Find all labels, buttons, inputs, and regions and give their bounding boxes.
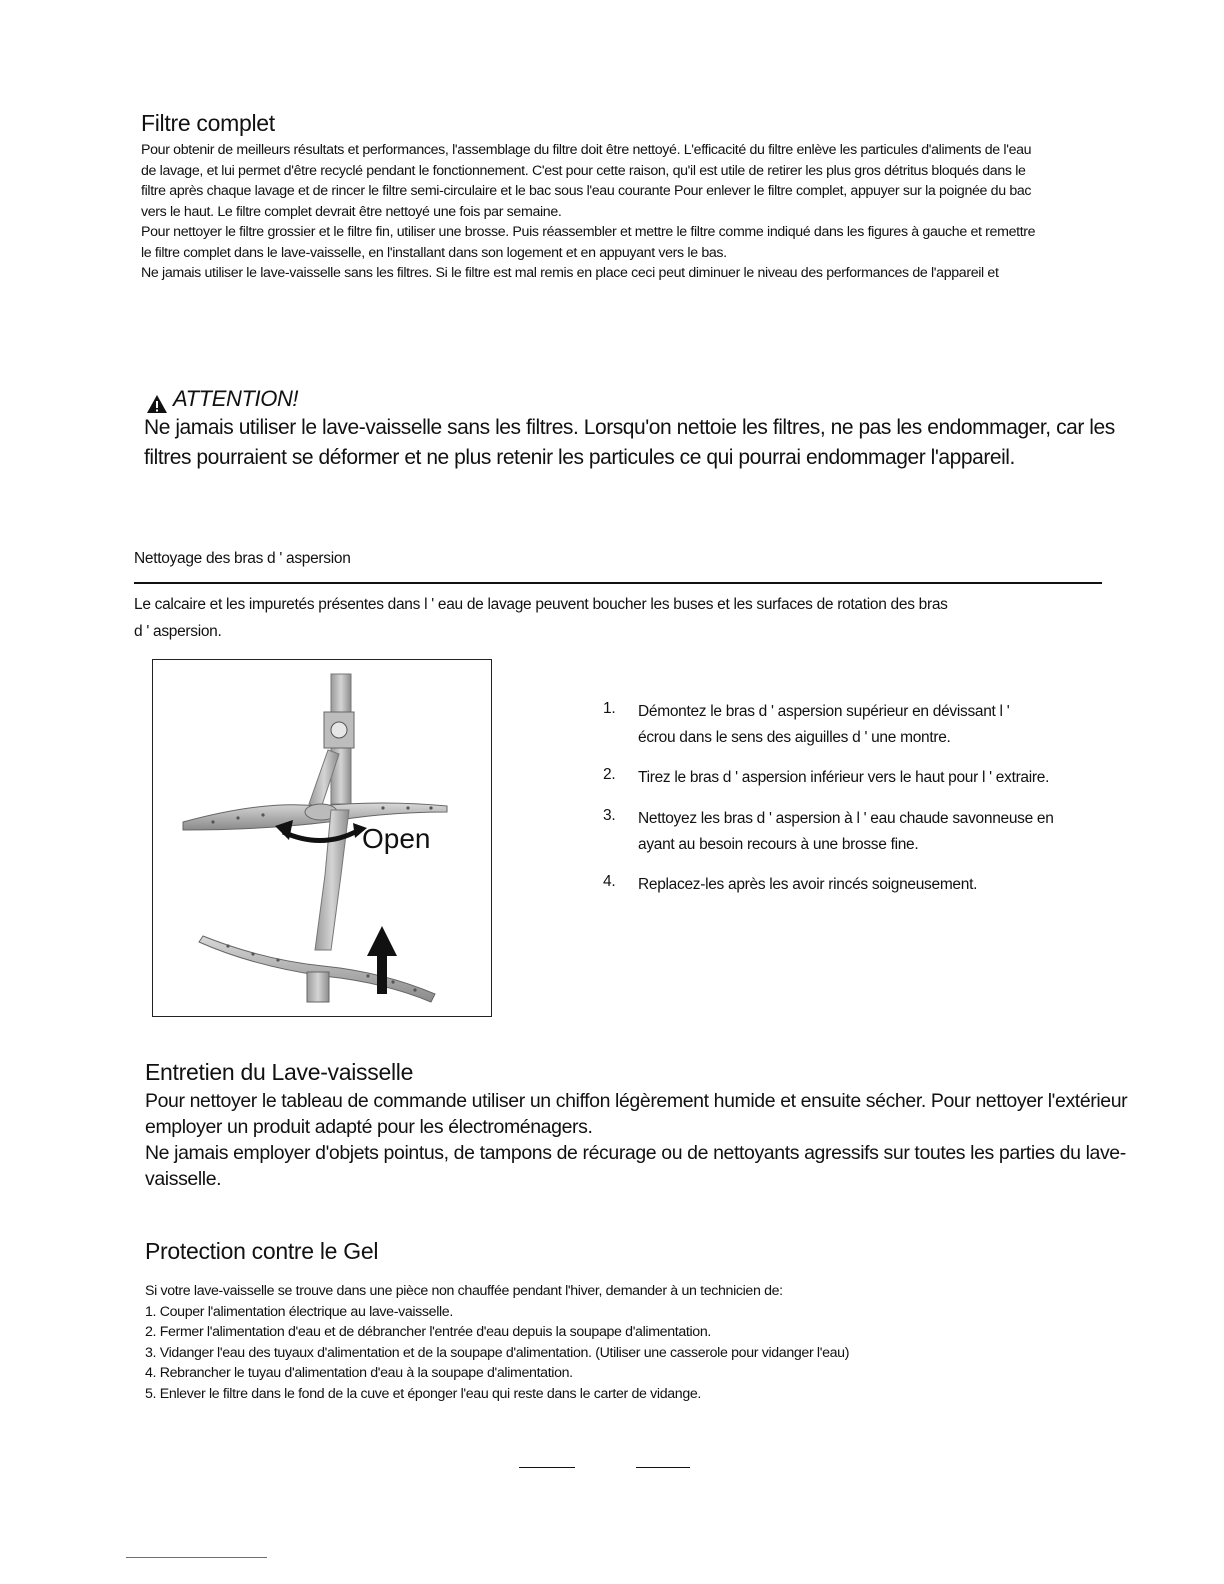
footer-rule-left — [519, 1467, 575, 1468]
maintenance-title: Entretien du Lave-vaisselle — [145, 1059, 414, 1085]
intro-line: Le calcaire et les impuretés présentes dans l ' eau de lavage peuvent boucher les buses et les surfaces de rotation des bras — [134, 596, 948, 613]
maintenance-line: Ne jamais employer d'objets pointus, de tampons de récurage ou de nettoyants agressifs sur toutes les parties du lave- — [145, 1142, 1126, 1164]
filter-line: le filtre complet dans le lave-vaisselle, en l'installant dans son logement et en appuyant vers le bas. — [141, 244, 727, 261]
step-number: 1. — [603, 700, 616, 717]
attention-body — [144, 413, 1115, 473]
filter-section-body — [141, 140, 1035, 284]
frost-line: 3. Vidanger l'eau des tuyaux d'alimentation et de la soupape d'alimentation. (Utiliser une casserole pour vidanger l'eau) — [145, 1344, 850, 1361]
rotation-arrow-icon — [283, 830, 359, 841]
frost-body — [145, 1281, 849, 1404]
step-text: ayant au besoin recours à une brosse fine. — [638, 836, 919, 853]
attention-title: ATTENTION! — [173, 386, 299, 411]
filter-section-title: Filtre complet — [141, 110, 275, 136]
frost-line: 4. Rebrancher le tuyau d'alimentation d'eau à la soupape d'alimentation. — [145, 1365, 573, 1381]
step-number: 3. — [603, 807, 616, 824]
filter-line: Pour obtenir de meilleurs résultats et performances, l'assemblage du filtre doit être nettoyé. L'efficacité du filtre enlève les particules d'aliments de l'eau — [141, 142, 1032, 158]
open-label: Open — [362, 823, 431, 854]
step-text: Démontez le bras d ' aspersion supérieur en dévissant l ' — [638, 703, 1010, 720]
filter-line: de lavage, et lui permet d'être recyclé pendant le fonctionnement. C'est pour cette raison, qu'il est utile de retirer les plus gros détritus bloqués dans le — [141, 162, 1026, 179]
footer-blue-rule — [126, 1557, 267, 1558]
intro-line: d ' aspersion. — [134, 623, 222, 640]
spray-arm-illustration — [153, 660, 491, 1016]
filter-line: filtre après chaque lavage et de rincer le filtre semi-circulaire et le bac sous l'eau courante Pour enlever le filtre complet, appuyer sur la poignée du bac — [141, 183, 1032, 199]
attention-heading — [146, 386, 546, 416]
steps-list — [603, 700, 1123, 900]
step-text: Nettoyez les bras d ' aspersion à l ' eau chaude savonneuse en — [638, 810, 1054, 827]
maintenance-line: Pour nettoyer le tableau de commande utiliser un chiffon légèrement humide et ensuite sécher. Pour nettoyer l'extérieur — [145, 1090, 1128, 1112]
section-divider — [134, 582, 1102, 584]
maintenance-body — [145, 1088, 1127, 1192]
spray-arm-figure — [152, 659, 492, 1017]
up-arrow-icon — [377, 952, 387, 994]
step-number: 2. — [603, 766, 616, 783]
frost-line: 2. Fermer l'alimentation d'eau et de débrancher l'entrée d'eau depuis la soupape d'alimentation. — [145, 1324, 711, 1340]
spray-section-title: Nettoyage des bras d ' aspersion — [134, 550, 351, 567]
step-number: 4. — [603, 873, 616, 890]
frost-line: 1. Couper l'alimentation électrique au lave-vaisselle. — [145, 1303, 453, 1320]
maintenance-line: vaisselle. — [145, 1168, 222, 1190]
attention-line: Ne jamais utiliser le lave-vaisselle sans les filtres. Lorsqu'on nettoie les filtres, ne pas les endommager, car les — [144, 416, 1115, 439]
step-text: Tirez le bras d ' aspersion inférieur vers le haut pour l ' extraire. — [638, 769, 1050, 786]
base-nozzle — [307, 972, 329, 1002]
maintenance-line: employer un produit adapté pour les électroménagers. — [145, 1116, 593, 1138]
warning-icon — [146, 394, 168, 414]
filter-line: vers le haut. Le filtre complet devrait être nettoyé une fois par semaine. — [141, 203, 562, 220]
attention-line: filtres pourraient se déformer et ne plus retenir les particules ce qui pourrai endommager l'appareil. — [144, 446, 1015, 469]
frost-title: Protection contre le Gel — [145, 1238, 379, 1264]
filter-line: Ne jamais utiliser le lave-vaisselle sans les filtres. Si le filtre est mal remis en place ceci peut diminuer le niveau des performances de l'appareil et — [141, 265, 999, 281]
frost-line: 5. Enlever le filtre dans le fond de la cuve et éponger l'eau qui reste dans le carter de vidange. — [145, 1385, 701, 1402]
frost-line: Si votre lave-vaisselle se trouve dans une pièce non chauffée pendant l'hiver, demander à un technicien de: — [145, 1283, 783, 1299]
step-text: écrou dans le sens des aiguilles d ' une montre. — [638, 729, 951, 746]
spray-section-intro — [134, 591, 948, 645]
footer-rule-right — [636, 1467, 690, 1468]
filter-line: Pour nettoyer le filtre grossier et le filtre fin, utiliser une brosse. Puis réassembler et mettre le filtre comme indiqué dans les figures à gauche et remettre — [141, 224, 1036, 240]
step-text: Replacez-les après les avoir rincés soigneusement. — [638, 876, 978, 893]
